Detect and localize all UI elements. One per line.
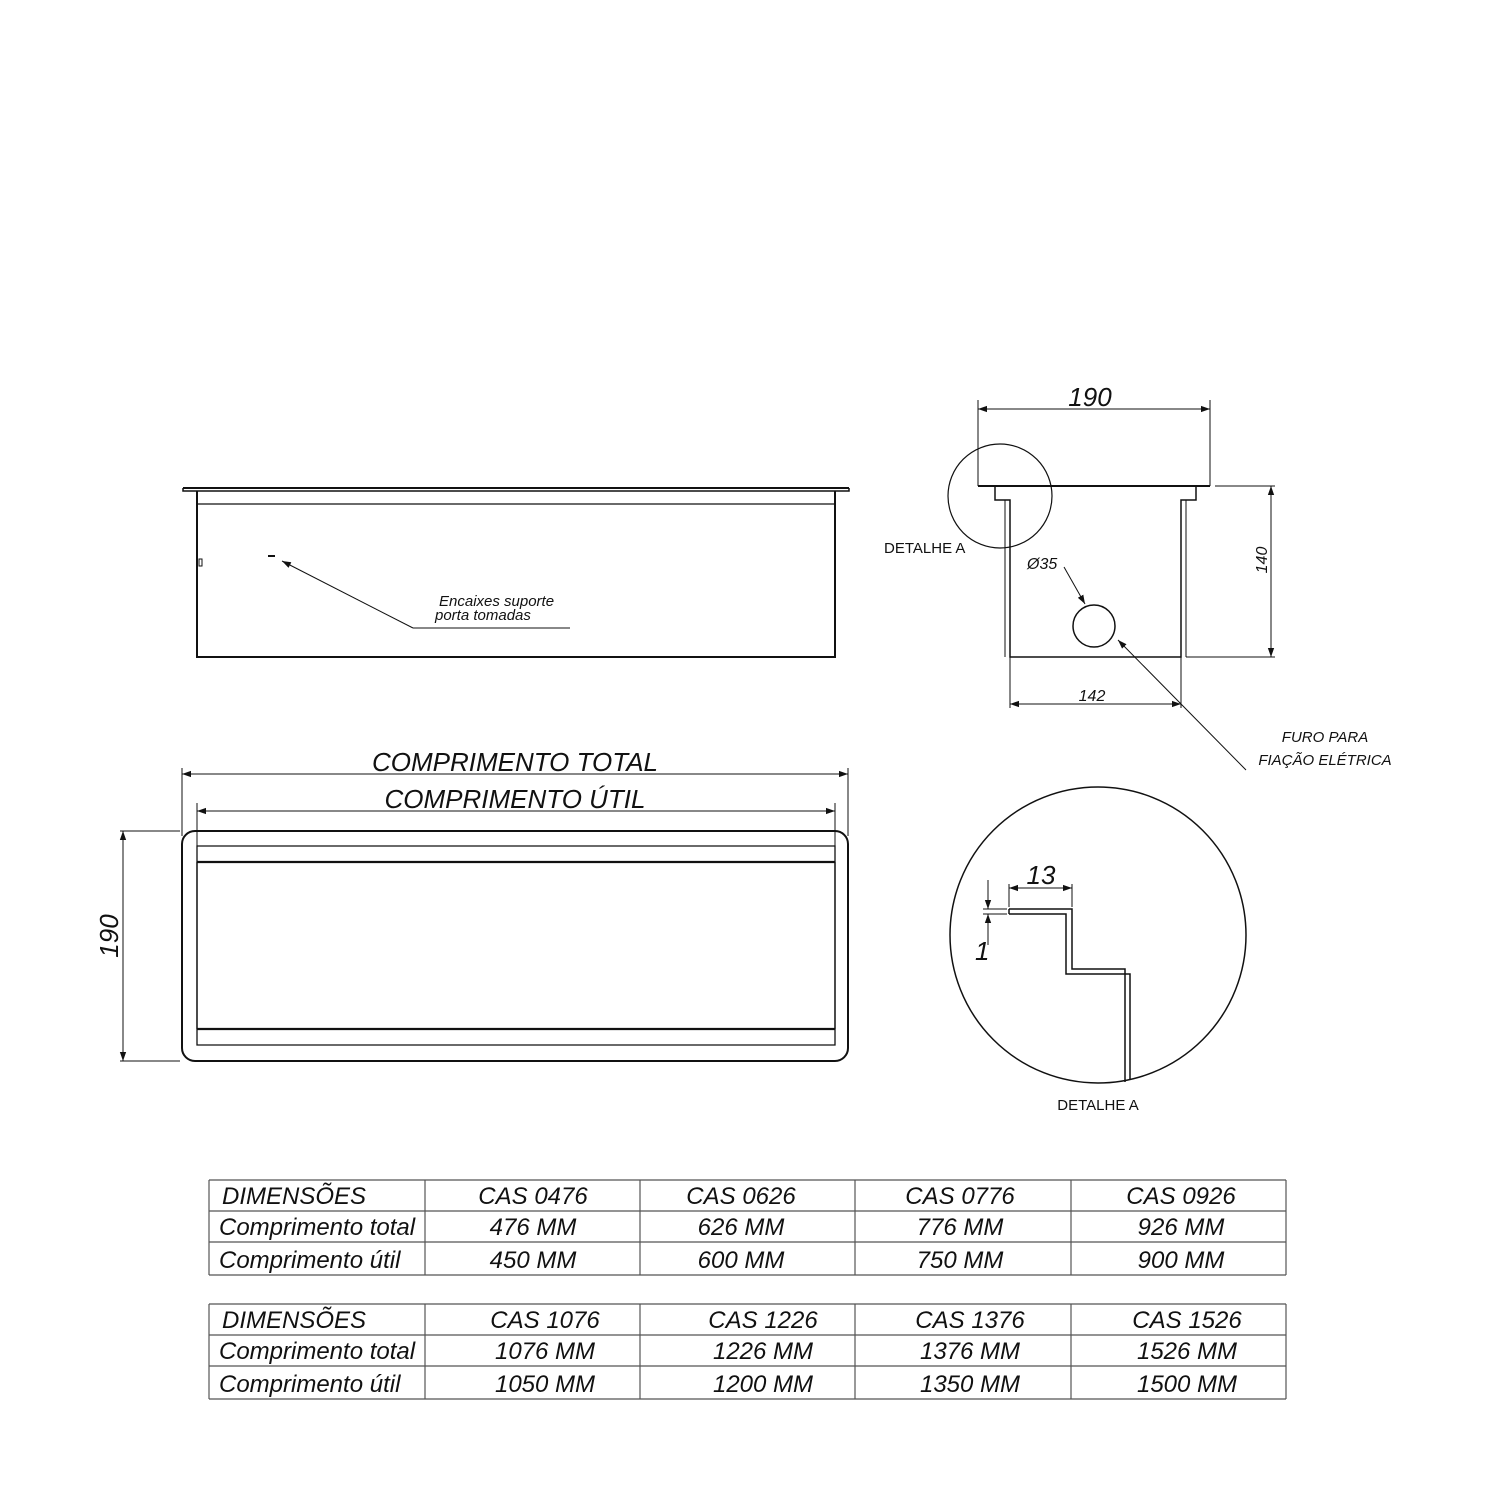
detail-a-circle [950,787,1246,1083]
wiring-hole [1073,605,1115,647]
hole-diameter-leader [1064,567,1085,604]
height-label: 190 [94,914,124,958]
note-line-1: Encaixes suporte [439,593,555,610]
dimension-table [209,1180,1286,1275]
detail-a-view [950,787,1246,1114]
hole-diameter-label: Ø35 [1027,556,1058,573]
section-view [884,382,1392,770]
table-cell-value: 600 MM [697,1247,785,1274]
table-cell-value: 1350 MM [919,1371,1021,1398]
useful-length-label: COMPRIMENTO ÚTIL [384,784,646,814]
table-row-label: Comprimento útil [219,1371,401,1398]
top-view [94,747,848,1061]
hole-note-line-1: FURO PARA [1281,729,1369,746]
table-cell-value: 1376 MM [919,1338,1021,1365]
hole-note-leader [1118,640,1246,770]
dimension-tables [209,1180,1286,1399]
thickness-label: 1 [975,936,990,966]
socket-slot [199,559,202,566]
table-header-model: CAS 0776 [905,1183,1015,1210]
table-header-model: CAS 0626 [686,1183,796,1210]
table-cell-value: 900 MM [1137,1247,1225,1274]
hole-note-line-2: FIAÇÃO ELÉTRICA [1258,752,1392,769]
table-cell-value: 1526 MM [1136,1338,1238,1365]
note-line-2: porta tomadas [435,607,531,624]
table-cell-value: 1076 MM [494,1338,596,1365]
detail-a-title: DETALHE A [1057,1097,1139,1114]
detail-a-ref-label: DETALHE A [884,540,966,557]
section-width-label: 190 [1068,382,1112,412]
note-leader-line [282,561,413,628]
side-view [183,488,849,657]
detail-a-callout-circle [948,444,1052,548]
section-bottom-label: 142 [1078,688,1106,705]
table-cell-value: 926 MM [1137,1214,1225,1241]
table-row-label: Comprimento total [219,1338,416,1365]
flange-width-label: 13 [1026,860,1056,890]
table-cell-value: 1200 MM [712,1371,814,1398]
table-header-model: CAS 1076 [490,1307,600,1334]
table-header-model: CAS 1526 [1132,1307,1242,1334]
table-header-model: CAS 1226 [708,1307,818,1334]
table-cell-value: 750 MM [916,1247,1004,1274]
total-length-label: COMPRIMENTO TOTAL [371,747,659,777]
table-row-label: Comprimento útil [219,1247,401,1274]
table-cell-value: 1226 MM [712,1338,814,1365]
dimension-table [209,1304,1286,1399]
table-cell-value: 626 MM [697,1214,785,1241]
table-cell-value: 450 MM [489,1247,577,1274]
table-header-label: DIMENSÕES [222,1307,367,1334]
table-header-model: CAS 0926 [1126,1183,1236,1210]
table-header-label: DIMENSÕES [222,1183,367,1210]
table-cell-value: 1500 MM [1136,1371,1238,1398]
table-row-label: Comprimento total [219,1214,416,1241]
table-header-model: CAS 0476 [478,1183,588,1210]
table-header-model: CAS 1376 [915,1307,1025,1334]
table-cell-value: 476 MM [489,1214,577,1241]
table-cell-value: 776 MM [916,1214,1004,1241]
section-height-label: 140 [1254,546,1271,574]
outer-frame [182,831,848,1061]
table-cell-value: 1050 MM [494,1371,596,1398]
